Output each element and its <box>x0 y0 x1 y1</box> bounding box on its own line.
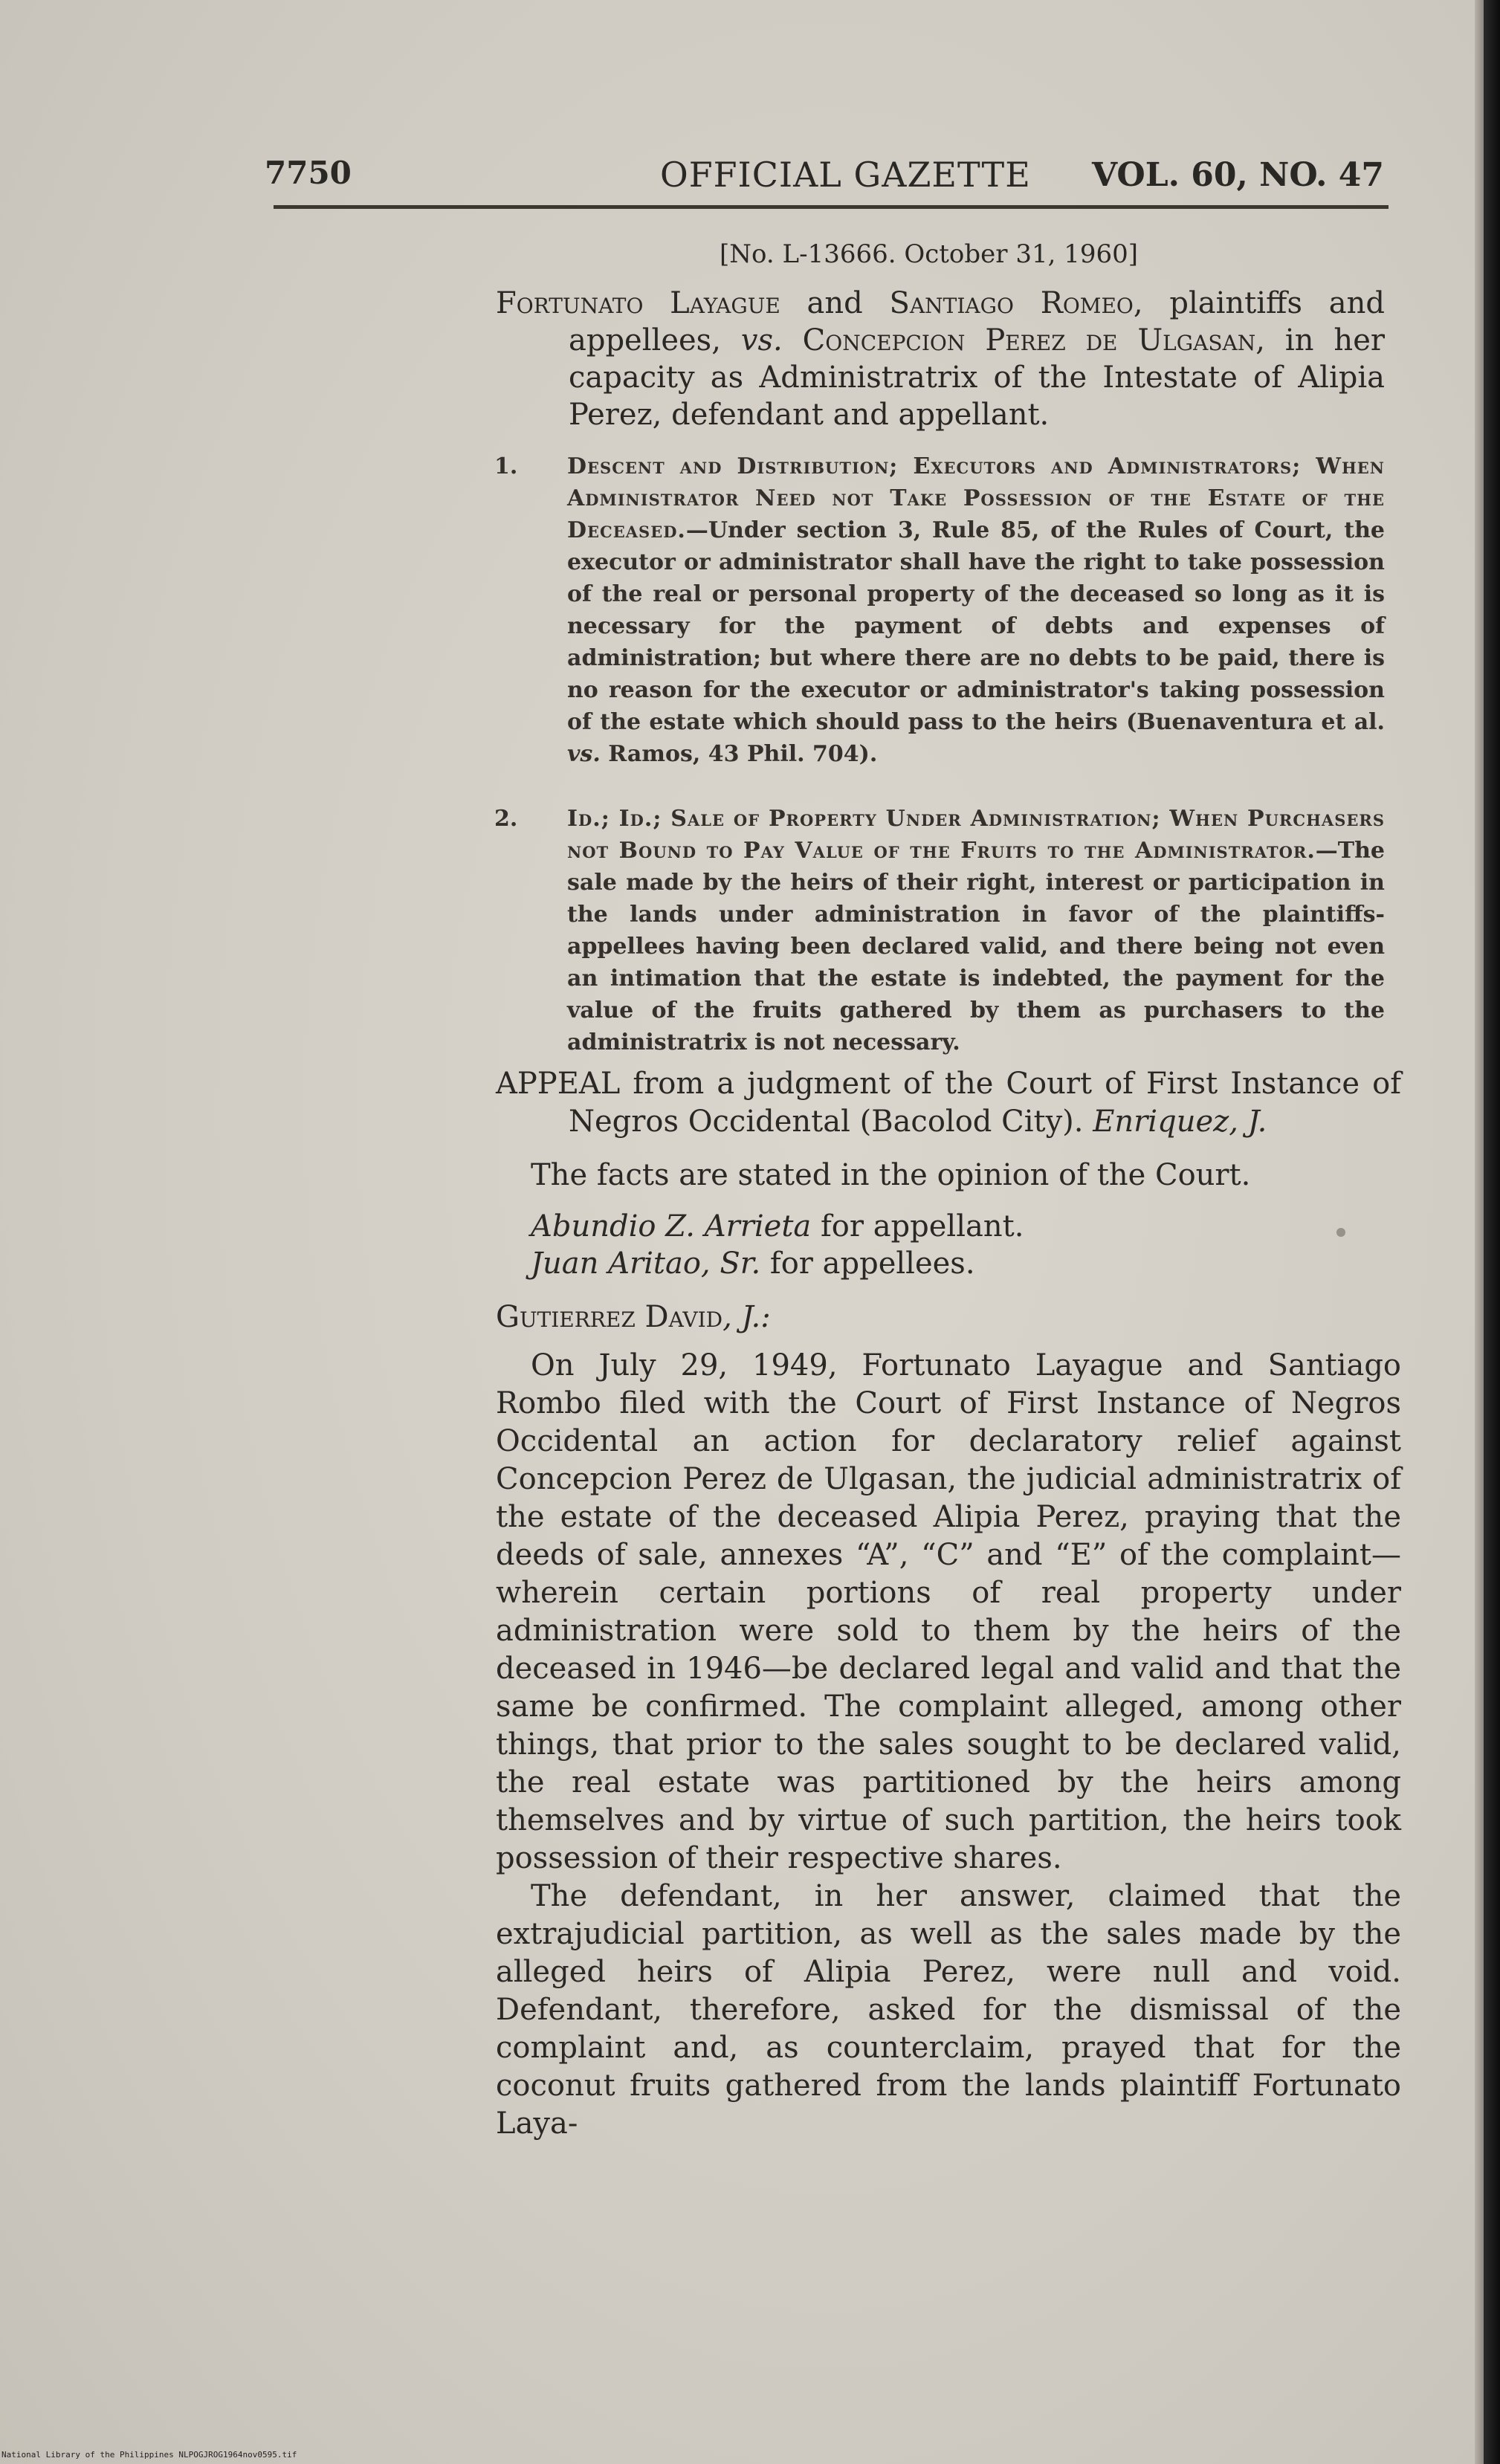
header-rule <box>274 205 1389 209</box>
opinion-paragraph: On July 29, 1949, Fortunato Layague and Santiago Rombo filed with the Court of First Instance of Negros Occidental an action for declaratory relief against Concepcion Perez de Ulgasan, the judicial administratrix of the estate of the deceased Alipia Perez, praying that the deeds of sale, annexes “A”, “C” and “E” of the complaint—wherein certain portions of real property under administration were sold to them by the heirs of the deceased in 1946—be declared legal and valid and that the same be confirmed. The complaint alleged, among other things, that prior to the sales sought to be declared valid, the real estate was partitioned by the heirs among themselves and by virtue of such partition, the heirs took possession of their respective shares. <box>496 1348 1401 1875</box>
publication-title: OFFICIAL GAZETTE <box>660 155 1031 195</box>
syllabus-heading: Id.; Id.; Sale of Property Under Administration; When Purchasers not Bound to Pay Value of the Fruits to the Administrator. <box>567 806 1385 864</box>
versus: vs. <box>567 741 601 767</box>
defendant-name: Concepcion Perez de Ulgasan <box>802 323 1256 358</box>
facts-line: The facts are stated in the opinion of the Court. <box>531 1158 1251 1192</box>
syllabus-text: —The sale made by the heirs of their right, interest or participation in the lands under administration in favor of the plaintiffs-appellees having been declared valid, and there being not even an intimation that the estate is indebted, the payment for the value of the fruits gathered by them as purchasers to the administratrix is not necessary. <box>567 838 1385 1055</box>
opinion-paragraph: The defendant, in her answer, claimed that the extrajudicial partition, as well as the sales made by the alleged heirs of Alipia Perez, were null and void. Defendant, therefore, asked for the dismissal of the complaint and, as counterclaim, prayed that for the coconut fruits gathered from the lands plaintiff Fortunato Laya- <box>496 1879 1401 2141</box>
syllabus-number: 1. <box>494 453 518 479</box>
syllabus-text-end: Ramos, 43 Phil. 704). <box>600 741 878 767</box>
plaintiff-1: Fortunato Layague <box>496 286 780 320</box>
case-number: [No. L-13666. October 31, 1960] <box>720 239 1139 269</box>
syllabus-text: —Under section 3, Rule 85, of the Rules of Court, the executor or administrator shall have the right to take possession of the real or personal property of the deceased so long as it is necessary for the payment of debts and expenses of administration; but where there are no debts to be paid, there is no reason for the executor or administrator's taking possession of the estate which should pass to the heirs (Buenaventura et al. <box>567 517 1385 735</box>
page-number: 7750 <box>265 155 352 191</box>
plaintiff-2: Santiago Romeo <box>889 286 1134 320</box>
scan-footer: National Library of the Philippines NLPOGJROG1964nov0595.tif <box>1 2450 297 2460</box>
counsel-appellant <box>531 1208 1400 1246</box>
conjunction: and <box>780 286 890 320</box>
defendant-role: , in her capacity as Administratrix of the Intestate of Alipia Perez, defendant and appellant. <box>569 323 1385 432</box>
case-title <box>496 285 1385 433</box>
counsel-appellees <box>531 1245 1400 1283</box>
counsel-role: for appellees. <box>760 1246 975 1281</box>
syllabus-item <box>494 450 1385 770</box>
counsel-name: Abundio Z. Arrieta <box>531 1209 812 1244</box>
syllabus-item <box>494 803 1385 1058</box>
syllabus-heading: Descent and Distribution; Executors and Administrators; When Administrator Need not Take Possession of the Estate of the Deceased. <box>567 453 1385 543</box>
counsel-name: Juan Aritao, Sr. <box>531 1246 761 1281</box>
syllabus-number: 2. <box>494 806 518 832</box>
counsel-role: for appellant. <box>811 1209 1024 1244</box>
ponente-name: Gutierrez David <box>496 1300 723 1334</box>
scan-border <box>1484 0 1500 2464</box>
ponente-title: , J.: <box>722 1300 771 1334</box>
appeal-text: APPEAL from a judgment of the Court of First Instance of Negros Occidental (Bacolod City). <box>496 1067 1401 1139</box>
opinion-body <box>496 1347 1401 2143</box>
page-edge-shadow <box>1475 0 1484 2464</box>
ponente <box>496 1299 1401 1336</box>
plaintiff-role: , plaintiffs and appellees, <box>569 286 1385 358</box>
appeal-line <box>496 1065 1401 1141</box>
trial-judge: Enriquez, J. <box>1093 1105 1267 1139</box>
volume-issue: VOL. 60, NO. 47 <box>1092 156 1384 194</box>
versus: vs. <box>740 323 783 358</box>
running-header <box>265 155 1384 196</box>
